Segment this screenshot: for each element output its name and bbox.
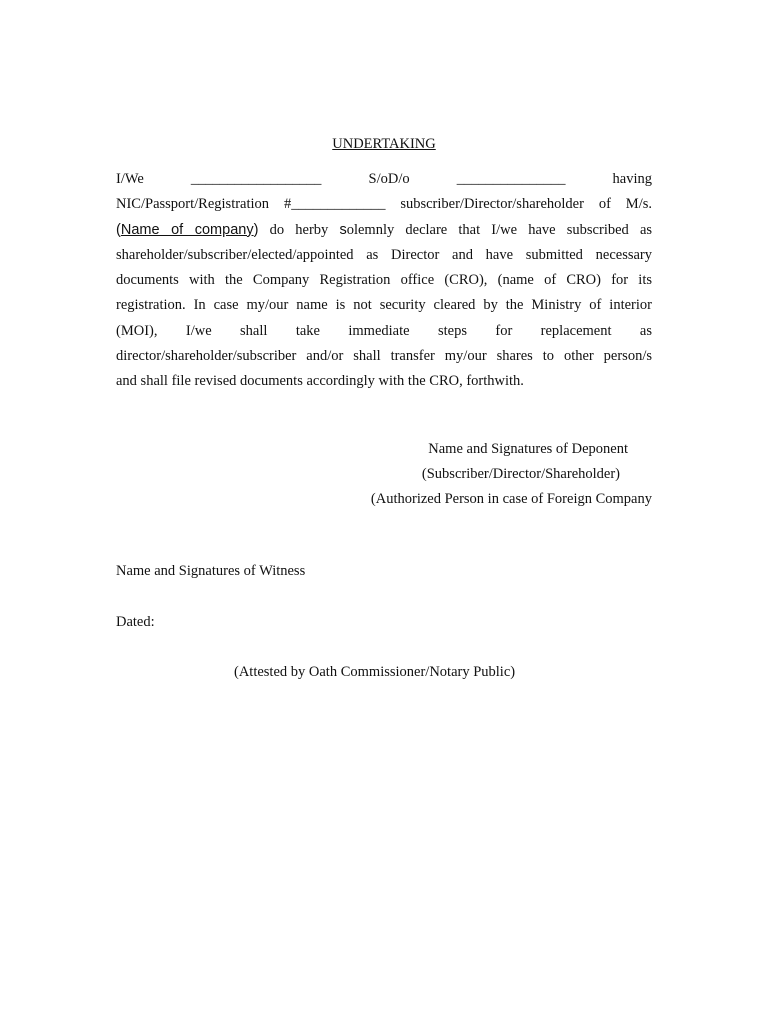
paragraph-line-8: director/shareholder/subscriber and/or shall transfer my/our shares to other person/s: [116, 348, 652, 365]
paragraph-line-9: and shall file revised documents accordingly with the CRO, forthwith.: [116, 373, 524, 390]
iwe-label: I/We: [116, 171, 144, 187]
dated-label: Dated:: [116, 614, 155, 630]
paragraph-line-5: documents with the Company Registration office (CRO), (name of CRO) for its: [116, 272, 652, 289]
deponent-signature-block: [312, 437, 652, 513]
attestation-note: (Attested by Oath Commissioner/Notary Public): [234, 664, 516, 680]
paragraph-line-1: [116, 167, 652, 192]
undertaking-paragraph: [116, 167, 652, 395]
declare-text-a: do herby: [258, 221, 340, 238]
declare-text-b: olemnly declare that I/we have subscribed as: [346, 221, 653, 238]
paragraph-line-7: (MOI), I/we shall take immediate steps for replacement as: [116, 322, 652, 339]
paragraph-line-4: shareholder/subscriber/elected/appointed as Director and have submitted necessary: [116, 246, 652, 263]
declare-text-s: s: [339, 221, 347, 238]
close-paren: ): [253, 221, 259, 238]
paragraph-line-2: NIC/Passport/Registration #_____________ subscriber/Director/shareholder of M/s.: [116, 196, 652, 213]
company-name-text: Name of company: [120, 221, 254, 238]
deponent-line-3: (Authorized Person in case of Foreign Company: [370, 491, 652, 508]
father-name-blank: _______________: [456, 171, 566, 187]
witness-label: Name and Signatures of Witness: [116, 563, 306, 579]
deponent-line-1: Name and Signatures of Deponent: [428, 441, 628, 457]
paragraph-line-3: [116, 218, 652, 243]
name-blank: __________________: [190, 171, 322, 187]
company-name-placeholder: [116, 222, 258, 238]
open-paren: (: [116, 221, 121, 238]
deponent-line-2: (Subscriber/Director/Shareholder): [421, 466, 620, 483]
relation-label: S/oD/o: [368, 171, 410, 187]
document-title: UNDERTAKING: [332, 136, 436, 152]
having-label: having: [612, 171, 653, 187]
paragraph-line-6: registration. In case my/our name is not security cleared by the Ministry of interior: [116, 297, 652, 314]
